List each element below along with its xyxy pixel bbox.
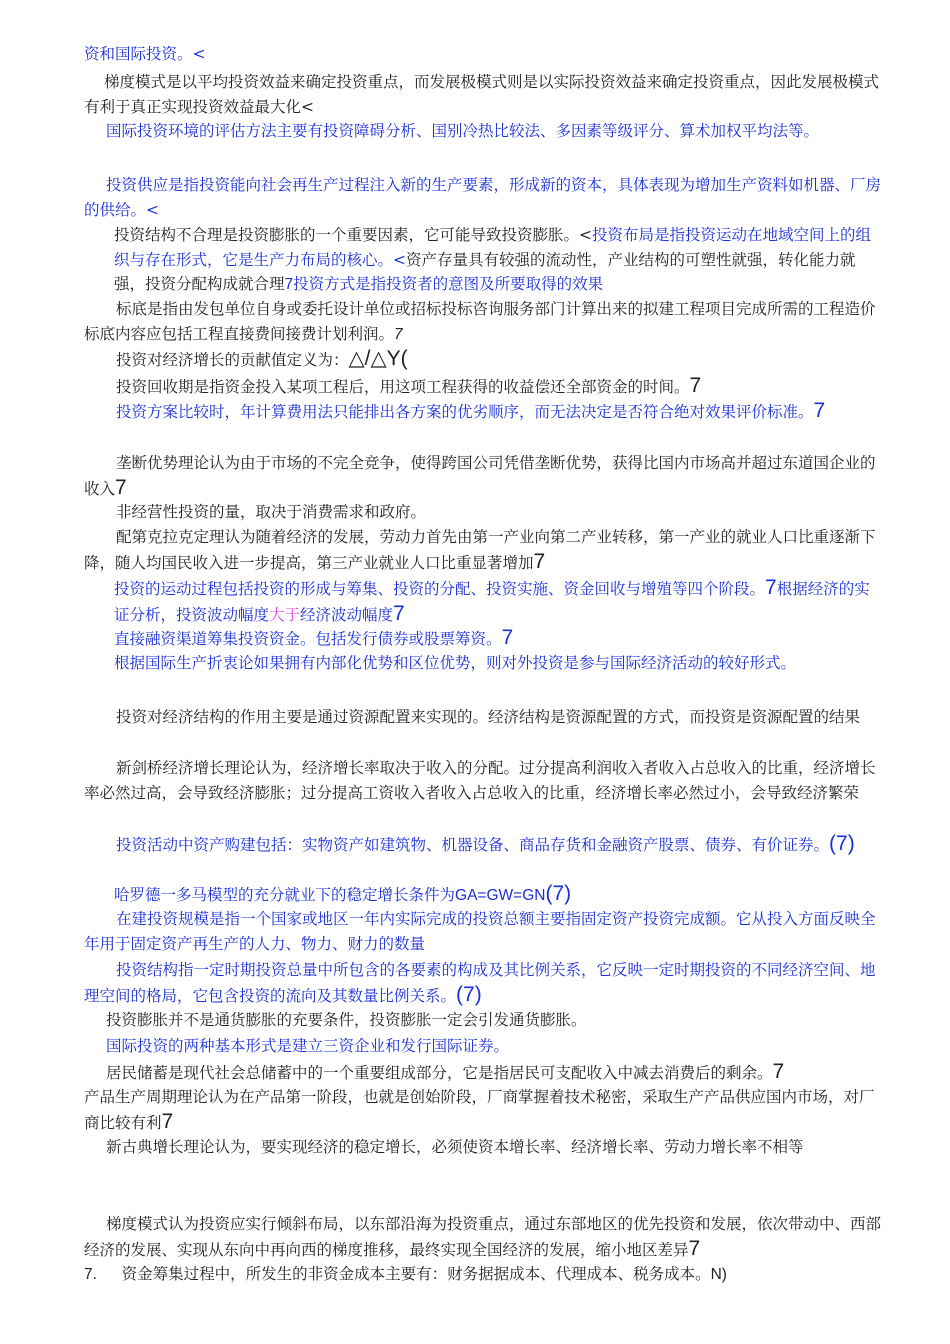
paragraph-7: 投资对经济增长的贡献值定义为：△/△Y( <box>116 347 408 370</box>
paragraph-2: 梯度模式是以平均投资效益来确定投资重点，而发展极模式则是以实际投资效益来确定投资重点，因此发展极模式有利于真正实现投资效益最大化< <box>84 73 880 116</box>
paragraph-27: 梯度模式认为投资应实行倾斜布局，以东部沿海为投资重点，通过东部地区的优先投资和发展，依次带动中、西部经济的发展、实现从东向中再向西的梯度推移，最终实现全国经济的发展，缩小地区差异7 <box>84 1215 882 1260</box>
paragraph-21: 投资结构指一定时期投资总量中所包含的各要素的构成及其比例关系，它反映一定时期投资的不同经济空间、地理空间的格局，它包含投资的流向及其数量比例关系。(7) <box>84 961 876 1006</box>
paragraph-4: 投资供应是指投资能向社会再生产过程注入新的生产要素，形成新的资本，具体表现为增加生产资料如机器、厂房的供给。< <box>84 176 882 219</box>
paragraph-5: 投资结构不合理是投资膨胀的一个重要因素，它可能导致投资膨胀。<投资布局是指投资运动在地域空间上的组织与存在形式，它是生产力布局的核心。<资产存量具有较强的流动性，产业结构的可塑性就强，转化能力就强，投资分配构成就合理7投资方式是指投资者的意图及所要取得的效果 <box>114 226 872 294</box>
paragraph-1: 资和国际投资。< <box>84 45 206 63</box>
paragraph-14: 直接融资渠道筹集投资资金。包括发行债券或股票筹资。7 <box>114 626 514 649</box>
paragraph-13: 投资的运动过程包括投资的形成与筹集、投资的分配、投资实施、资金回收与增殖等四个阶段。7根据经济的实证分析，投资波动幅度大于经济波动幅度7 <box>114 576 870 625</box>
paragraph-10: 垄断优势理论认为由于市场的不完全竞争，使得跨国公司凭借垄断优势，获得比国内市场高并超过东道国企业的收入7 <box>84 454 876 499</box>
paragraph-25: 产品生产周期理论认为在产品第一阶段，也就是创始阶段，厂商掌握着技术秘密，采取生产产品供应国内市场，对厂商比较有利7 <box>84 1088 875 1133</box>
paragraph-17: 新剑桥经济增长理论认为，经济增长率取决于收入的分配。过分提高利润收入者收入占总收入的比重，经济增长率必然过高，会导致经济膨胀；过分提高工资收入者收入占总收入的比重，经济增长率必然过小，会导致经济繁荣 <box>84 759 876 802</box>
paragraph-24: 居民储蓄是现代社会总储蓄中的一个重要组成部分，它是指居民可支配收入中减去消费后的剩余。7 <box>106 1060 785 1083</box>
paragraph-11: 非经营性投资的量，取决于消费需求和政府。 <box>116 503 427 521</box>
paragraph-6: 标底是指由发包单位自身或委托设计单位或招标投标咨询服务部门计算出来的拟建工程项目完成所需的工程造价标底内容应包括工程直接费间接费计划利润。7 <box>84 300 876 343</box>
paragraph-20: 在建投资规模是指一个国家或地区一年内实际完成的投资总额主要指固定资产投资完成额。它从投入方面反映全年用于固定资产再生产的人力、物力、财力的数量 <box>84 910 876 953</box>
paragraph-28: 7. 资金筹集过程中，所发生的非资金成本主要有：财务据据成本、代理成本、税务成本。N) <box>84 1265 727 1283</box>
paragraph-23: 国际投资的两种基本形式是建立三资企业和发行国际证券。 <box>106 1037 510 1055</box>
paragraph-19: 哈罗德一多马模型的充分就业下的稳定增长条件为GA=GW=GN(7) <box>114 882 572 905</box>
paragraph-15: 根据国际生产折衷论如果拥有内部化优势和区位优势，则对外投资是参与国际经济活动的较好形式。 <box>114 654 797 672</box>
paragraph-16: 投资对经济结构的作用主要是通过资源配置来实现的。经济结构是资源配置的方式，而投资是资源配置的结果 <box>116 708 861 726</box>
paragraph-9: 投资方案比较时，年计算费用法只能排出各方案的优劣顺序，而无法决定是否符合绝对效果评价标准。7 <box>116 399 826 422</box>
paragraph-22: 投资膨胀并不是通货膨胀的充要条件，投资膨胀一定会引发通货膨胀。 <box>106 1011 587 1029</box>
paragraph-18: 投资活动中资产购建包括：实物资产如建筑物、机器设备、商品存货和金融资产股票、债券、有价证券。(7) <box>116 832 855 855</box>
paragraph-26: 新古典增长理论认为，要实现经济的稳定增长，必须使资本增长率、经济增长率、劳动力增长率不相等 <box>106 1138 804 1156</box>
paragraph-8: 投资回收期是指资金投入某项工程后，用这项工程获得的收益偿还全部资金的时间。7 <box>116 374 702 397</box>
paragraph-12: 配第克拉克定理认为随着经济的发展，劳动力首先由第一产业向第二产业转移，第一产业的就业人口比重逐渐下降，随人均国民收入进一步提高，第三产业就业人口比重显著增加7 <box>84 528 876 573</box>
paragraph-3: 国际投资环境的评估方法主要有投资障碍分析、国别冷热比较法、多因素等级评分、算术加权平均法等。 <box>106 122 820 140</box>
